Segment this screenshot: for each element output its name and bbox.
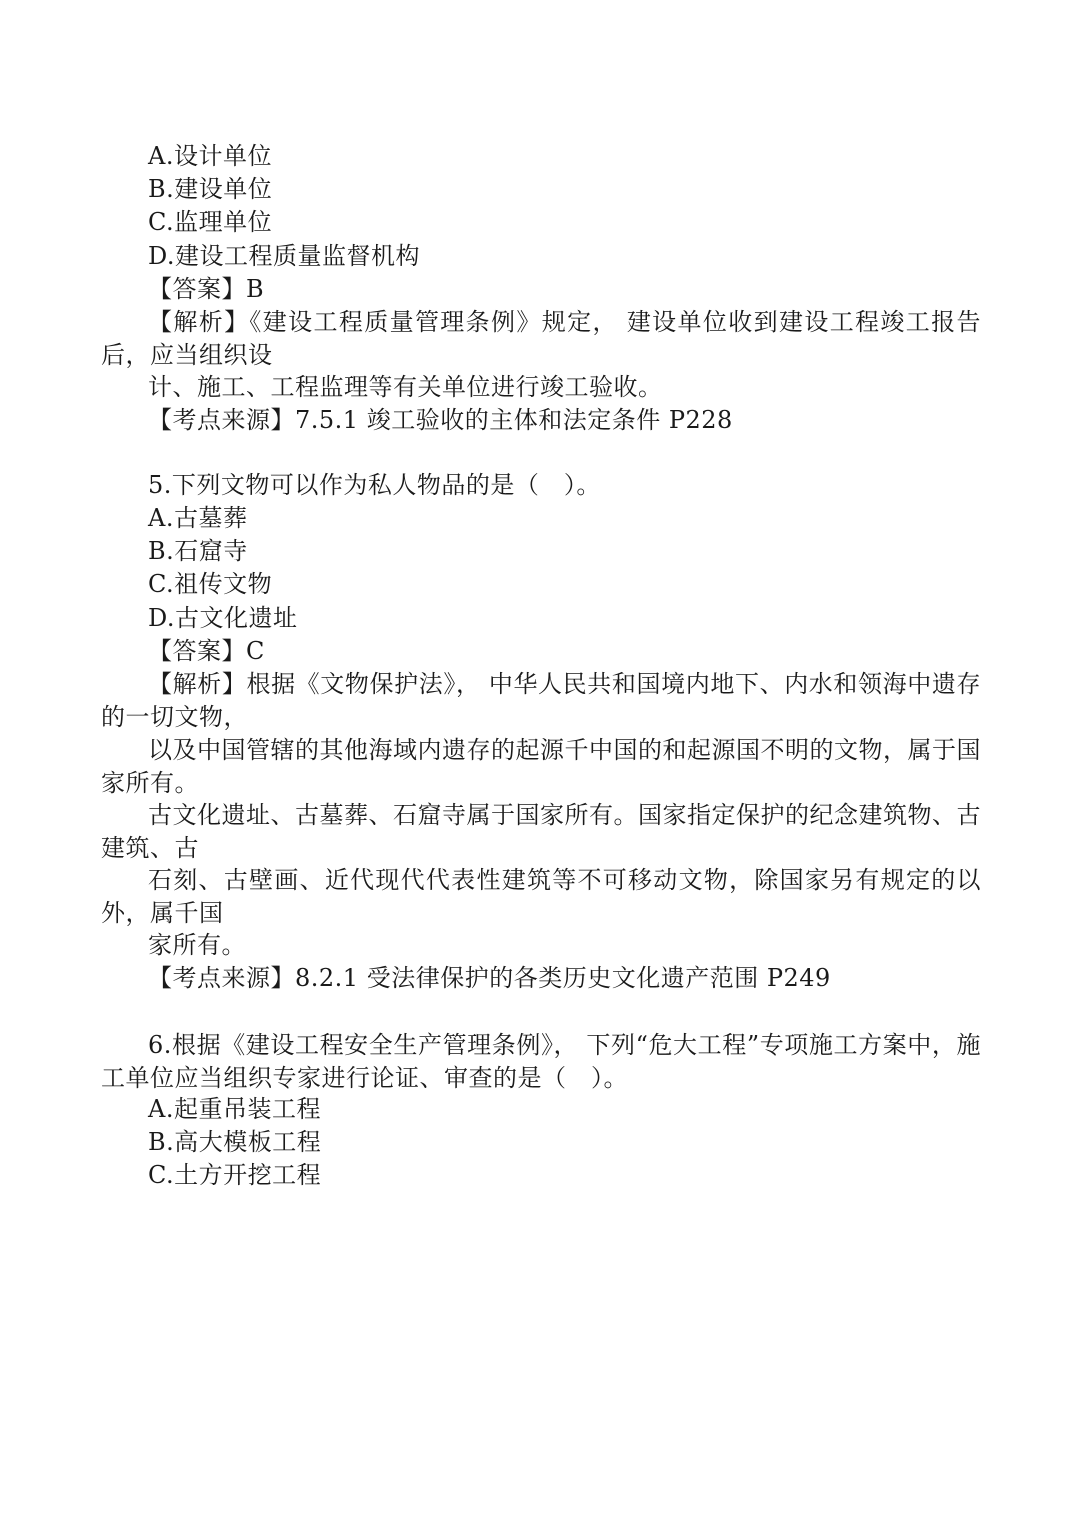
q4-source: 【考点来源】7.5.1 竣工验收的主体和法定条件 P228: [148, 406, 733, 434]
q4-option-b: B.建设单位: [148, 175, 273, 203]
q5-analysis-5: 家所有。: [148, 931, 246, 959]
q4-analysis-1: 【解析】《建设工程质量管理条例》规定， 建设单位收到建设工程竣工报告后，应当组织设: [101, 308, 981, 369]
q6-option-b: B.高大模板工程: [148, 1128, 322, 1156]
q4-option-d: D.建设工程质量监督机构: [148, 242, 421, 270]
q5-option-b: B.石窟寺: [148, 537, 248, 565]
q4-option-c: C.监理单位: [148, 208, 273, 236]
q6-option-c: C.土方开挖工程: [148, 1161, 322, 1189]
q4-answer: 【答案】B: [148, 275, 265, 303]
q5-analysis-3: 古文化遗址、古墓葬、石窟寺属于国家所有。国家指定保护的纪念建筑物、古建筑、古: [101, 801, 981, 862]
q5-answer: 【答案】C: [148, 637, 265, 665]
q5-option-a: A.古墓葬: [148, 504, 248, 532]
q5-option-d: D.古文化遗址: [148, 604, 298, 632]
q5-source: 【考点来源】8.2.1 受法律保护的各类历史文化遗产范围 P249: [148, 964, 831, 992]
q6-option-a: A.起重吊装工程: [148, 1095, 321, 1123]
q6-question: 6.根据《建设工程安全生产管理条例》， 下列“危大工程”专项施工方案中，施工单位应当组织专家进行论证、审查的是（ ）。: [101, 1031, 981, 1092]
q5-analysis-2: 以及中国管辖的其他海域内遗存的起源千中国的和起源国不明的文物，属于国家所有。: [101, 736, 981, 797]
q4-analysis-2: 计、施工、工程监理等有关单位进行竣工验收。: [148, 373, 663, 401]
q5-analysis-4: 石刻、古壁画、近代现代代表性建筑等不可移动文物，除国家另有规定的以外，属千国: [101, 866, 981, 927]
q5-analysis-1: 【解析】根据《文物保护法》， 中华人民共和国境内地下、内水和领海中遗存的一切文物，: [101, 670, 981, 731]
q5-option-c: C.祖传文物: [148, 570, 273, 598]
q4-option-a: A.设计单位: [148, 142, 272, 170]
q5-question: 5.下列文物可以作为私人物品的是（ ）。: [148, 471, 601, 499]
